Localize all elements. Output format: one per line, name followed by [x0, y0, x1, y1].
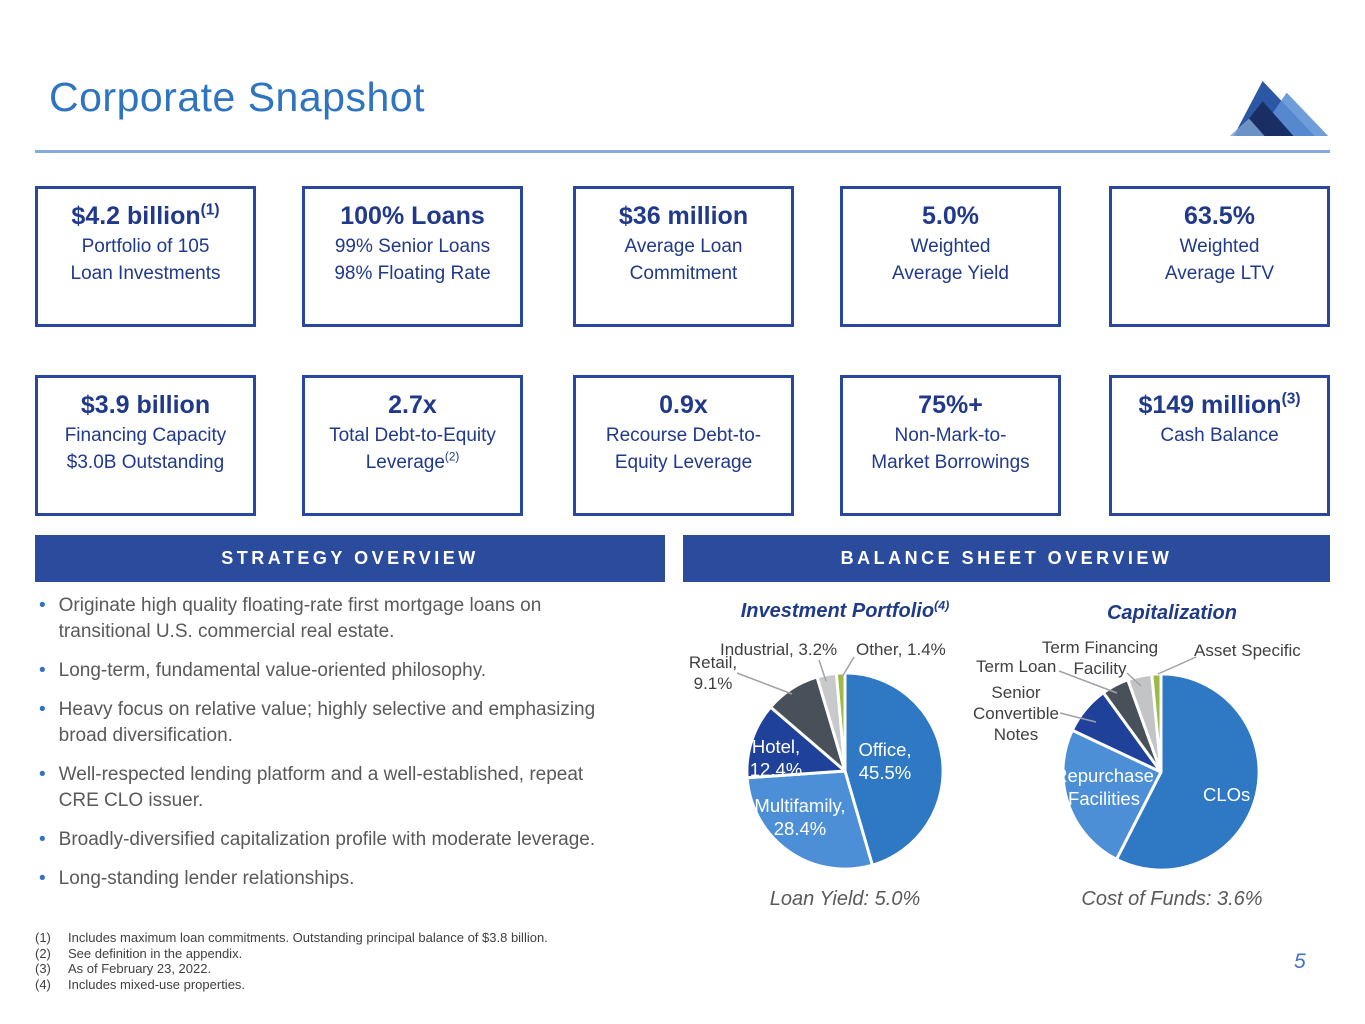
stat-label-line: Financing Capacity [64, 425, 227, 446]
stat-value: 5.0% [922, 202, 979, 230]
section-title: STRATEGY OVERVIEW [221, 548, 479, 568]
stat-value: 2.7x [388, 391, 437, 419]
stat-label-line: Average Yield [892, 263, 1009, 284]
stat-value: 0.9x [659, 391, 708, 419]
footnote-text: Includes mixed-use properties. [68, 976, 246, 992]
footnote [35, 977, 548, 993]
stat-label-line: Portfolio of 105 [81, 236, 210, 257]
pie-label-line: Convertible [973, 704, 1059, 723]
pie-label-line: 9.1% [693, 674, 733, 693]
bullet-icon: • [39, 764, 46, 785]
stat-value [38, 200, 253, 233]
bullet-text-line: transitional U.S. commercial real estate. [58, 621, 395, 642]
stat-label-line: Market Borrowings [871, 452, 1030, 473]
stat-label-line: Recourse Debt-to- [605, 425, 762, 446]
section-title: BALANCE SHEET OVERVIEW [840, 548, 1173, 568]
stat-value [1112, 389, 1327, 422]
bullet-text-line: Well-respected lending platform and a well-established, repeat [58, 764, 584, 785]
footnote-number: (2) [35, 945, 51, 961]
stat-box-financing-capacity [35, 375, 256, 516]
pie-label-line: Repurchase [1054, 765, 1154, 786]
stat-value-text: $149 million [1138, 391, 1282, 419]
balance-sheet-overview-header [683, 535, 1330, 582]
stat-label-line: Average Loan [624, 236, 743, 257]
footnote-ref: (3) [1281, 390, 1301, 408]
stat-label-line: Average LTV [1164, 263, 1275, 284]
stat-value: $3.9 billion [80, 391, 211, 419]
strategy-bullet-list [37, 593, 677, 905]
stat-label-text: Leverage [365, 452, 445, 473]
bullet-icon: • [39, 595, 46, 616]
chart-title-text: Investment Portfolio [740, 600, 935, 622]
pie-label-retail [686, 652, 740, 694]
stat-label-line: Cash Balance [1160, 425, 1279, 446]
bullet-text-line: Originate high quality floating-rate first mortgage loans on [58, 595, 542, 616]
stat-box-loans [302, 186, 523, 327]
pie-label-line: Notes [993, 725, 1039, 744]
bullet-text-line: CRE CLO issuer. [58, 790, 204, 811]
stat-value: 100% Loans [340, 202, 485, 230]
stat-label-line [305, 449, 520, 476]
stat-box-portfolio [35, 186, 256, 327]
stat-value: 63.5% [1184, 202, 1255, 230]
stat-label-line: 99% Senior Loans [334, 236, 491, 257]
footnote-ref: (4) [934, 598, 950, 613]
chart-title-text: Capitalization [1106, 602, 1237, 624]
footnote-ref: (1) [200, 201, 220, 219]
pie-label-line: Facility [1073, 659, 1127, 678]
title-divider [35, 150, 1330, 153]
stat-value: 75%+ [918, 391, 983, 419]
stat-box-avg-yield [840, 186, 1061, 327]
stat-value: $36 million [618, 202, 749, 230]
pie-label-line: 12.4% [749, 759, 803, 780]
bullet-text-line: Broadly-diversified capitalization profile with moderate leverage. [58, 829, 596, 850]
mountain-logo-icon [1226, 68, 1332, 148]
pie-label-other: Other, 1.4% [856, 640, 946, 659]
stat-label-line: Weighted [910, 236, 991, 257]
stat-label-line: Non-Mark-to- [894, 425, 1007, 446]
pie-label-hotel [739, 735, 813, 781]
pie-label-line: Retail, [688, 653, 738, 672]
pie-label-line: 28.4% [773, 818, 827, 839]
bullet-text-line: Long-standing lender relationships. [58, 868, 355, 889]
capitalization-chart-title [1004, 602, 1340, 625]
footnote-text: Includes maximum loan commitments. Outstanding principal balance of $3.8 billion. [68, 930, 548, 945]
page-number: 5 [1294, 950, 1306, 973]
footnote-ref: (2) [444, 450, 460, 464]
list-item [37, 762, 677, 814]
stat-label-line: 98% Floating Rate [334, 263, 491, 284]
list-item [37, 697, 677, 749]
pie-label-industrial: Industrial, 3.2% [720, 640, 838, 659]
strategy-overview-header [35, 535, 665, 582]
footnote [35, 946, 548, 962]
stat-label-line: Commitment [629, 263, 738, 284]
pie-label-senior-convertible-notes [958, 682, 1074, 745]
pie-label-clos: CLOs [1203, 784, 1251, 805]
stat-box-recourse-leverage [573, 375, 794, 516]
pie-label-line: Office, [858, 739, 912, 760]
stat-box-cash-balance [1109, 375, 1330, 516]
bullet-text-line: broad diversification. [58, 725, 233, 746]
list-item [37, 658, 677, 684]
bullet-icon: • [39, 868, 46, 889]
footnote-text: As of February 23, 2022. [68, 961, 212, 976]
bullet-icon: • [39, 660, 46, 681]
cost-of-funds-caption: Cost of Funds: 3.6% [1081, 888, 1263, 910]
stat-label-line: Equity Leverage [614, 452, 753, 473]
list-item [37, 827, 677, 853]
pie-label-asset-specific: Asset Specific [1194, 641, 1301, 660]
pie-label-repurchase-facilities [1046, 764, 1162, 810]
stat-label-line: Weighted [1179, 236, 1260, 257]
bullet-icon: • [39, 829, 46, 850]
stat-box-avg-commitment [573, 186, 794, 327]
footnote-number: (3) [35, 961, 51, 976]
pie-label-term-financing-facility [1038, 637, 1162, 679]
stat-label-line: Total Debt-to-Equity [329, 425, 496, 446]
pie-label-line: Multifamily, [754, 795, 846, 816]
pie-label-line: Senior [991, 683, 1041, 702]
pie-label-line: Facilities [1068, 788, 1140, 809]
bullet-text-line: Long-term, fundamental value-oriented philosophy. [58, 660, 487, 681]
pie-label-line: Hotel, [751, 736, 801, 757]
stat-label-line: $3.0B Outstanding [66, 452, 225, 473]
footnote [35, 961, 548, 977]
stat-box-total-leverage [302, 375, 523, 516]
footnote [35, 930, 548, 946]
stat-box-non-mtm [840, 375, 1061, 516]
pie-label-term-loan: Term Loan [976, 657, 1057, 676]
list-item [37, 866, 677, 892]
loan-yield-caption: Loan Yield: 5.0% [769, 888, 921, 910]
footnote-number: (1) [35, 930, 51, 945]
pie-label-office [843, 738, 927, 784]
bullet-text-line: Heavy focus on relative value; highly selective and emphasizing [58, 699, 596, 720]
bullet-icon: • [39, 699, 46, 720]
pie-label-line: Term Financing [1041, 638, 1159, 657]
stat-label-line: Loan Investments [70, 263, 221, 284]
footnotes [35, 930, 548, 992]
pie-label-line: 45.5% [858, 762, 912, 783]
investment-portfolio-chart-title [683, 600, 1007, 623]
footnote-number: (4) [35, 976, 51, 992]
pie-label-multifamily [742, 794, 858, 840]
footnote-text: See definition in the appendix. [68, 945, 243, 961]
stat-box-avg-ltv [1109, 186, 1330, 327]
page-title: Corporate Snapshot [49, 74, 425, 120]
stat-value-text: $4.2 billion [71, 202, 201, 230]
list-item [37, 593, 677, 645]
